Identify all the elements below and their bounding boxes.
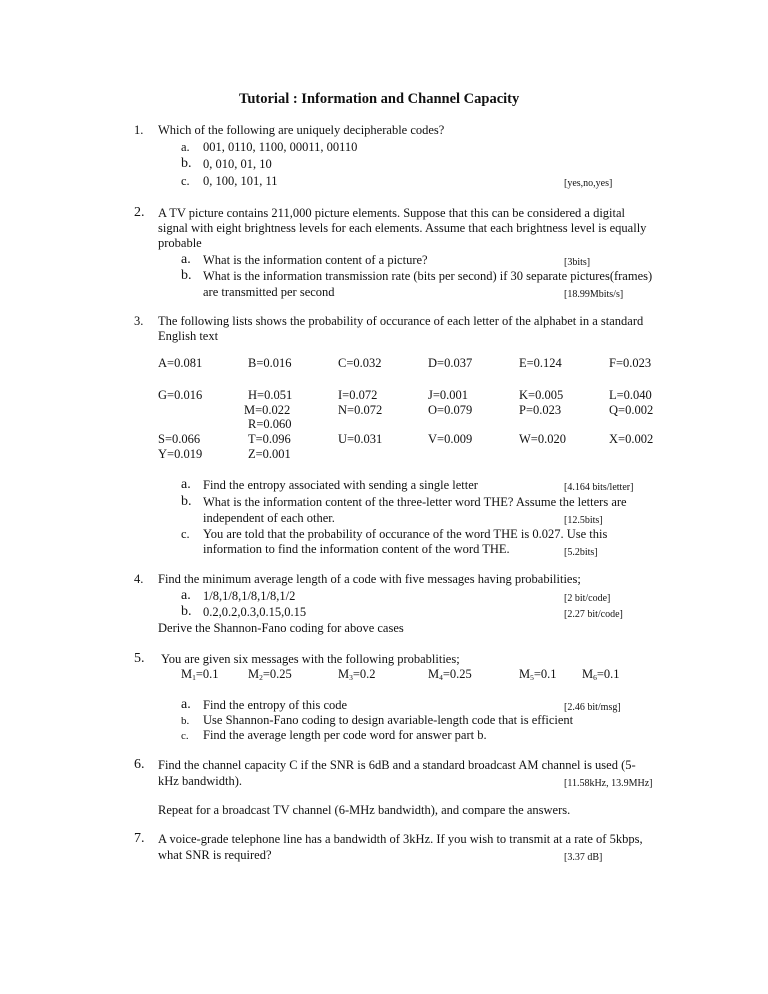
q5-m1: $M_1=0.1$ [181, 667, 219, 682]
q5-text: You are given six messages with the following probablities; [161, 652, 460, 666]
q4-a-answer: [2 bit/code] [564, 593, 611, 604]
q5-c-text: Find the average length per code word for answer part b. [203, 728, 487, 742]
prob-x: X=0.002 [609, 432, 654, 446]
q2-b-answer: [18.99Mbits/s] [564, 289, 624, 300]
q3-c-label: c. [181, 527, 190, 541]
q5-c-label: c. [181, 730, 189, 742]
q3-b-text2: independent of each other. [203, 511, 335, 525]
q6-line2: kHz bandwidth). [158, 774, 243, 788]
q5-b-text: Use Shannon-Fano coding to design avariable-length code that is efficient [203, 713, 574, 727]
q5-m4: $M_4=0.25$ [428, 667, 472, 682]
q3-c-text1: You are told that the probability of occurance of the word THE is 0.027. Use this [203, 527, 608, 541]
prob-g: G=0.016 [158, 388, 203, 402]
q5-number: 5. [134, 651, 145, 666]
prob-r: R=0.060 [248, 417, 292, 431]
q7-number: 7. [134, 831, 145, 846]
prob-s: S=0.066 [158, 432, 201, 446]
q3-a-text: Find the entropy associated with sending a single letter [203, 478, 478, 492]
prob-c: C=0.032 [338, 356, 382, 370]
q3-a-label: a. [181, 477, 191, 492]
q6-repeat: Repeat for a broadcast TV channel (6-MHz bandwidth), and compare the answers. [158, 803, 571, 817]
q2-a-label: a. [181, 252, 191, 267]
prob-q: Q=0.002 [609, 403, 654, 417]
prob-u: U=0.031 [338, 432, 383, 446]
q3-c-text2: information to find the information content of the word THE. [203, 542, 510, 556]
q7-line2: what SNR is required? [158, 848, 272, 862]
q6-line1: Find the channel capacity C if the SNR is 6dB and a standard broadcast AM channel is used (5- [158, 758, 636, 772]
q1-number: 1. [134, 123, 144, 137]
q5-a-label: a. [181, 697, 191, 712]
prob-j: J=0.001 [428, 388, 469, 402]
page-title: Tutorial : Information and Channel Capacity [239, 91, 520, 107]
prob-d: D=0.037 [428, 356, 473, 370]
q6-answer: [11.58kHz, 13.9MHz] [564, 778, 653, 789]
q3-b-label: b. [181, 494, 192, 509]
q1-text: Which of the following are uniquely decipherable codes? [158, 123, 445, 137]
q4-b-text: 0.2,0.2,0.3,0.15,0.15 [203, 605, 307, 619]
q5-m3: $M_3=0.2$ [338, 667, 376, 682]
q7-answer: [3.37 dB] [564, 852, 603, 863]
prob-a: A=0.081 [158, 356, 203, 370]
prob-l: L=0.040 [609, 388, 652, 402]
q2-line1: A TV picture contains 211,000 picture elements. Suppose that this can be considered a digital [158, 206, 626, 220]
prob-m: M=0.022 [244, 403, 291, 417]
q3-c-answer: [5.2bits] [564, 547, 598, 558]
q5-b-label: b. [181, 715, 190, 727]
prob-b: B=0.016 [248, 356, 292, 370]
prob-h: H=0.051 [248, 388, 293, 402]
q1-c-text: 0, 100, 101, 11 [203, 174, 278, 188]
q5-a-text: Find the entropy of this code [203, 698, 348, 712]
q4-derive: Derive the Shannon-Fano coding for above cases [158, 621, 404, 635]
q3-line1: The following lists shows the probability of occurance of each letter of the alphabet in a standard [158, 314, 644, 328]
q3-number: 3. [134, 314, 144, 328]
q4-a-label: a. [181, 588, 191, 603]
prob-v: V=0.009 [428, 432, 473, 446]
q2-b-text1: What is the information transmission rate (bits per second) if 30 separate pictures(frames) [203, 269, 653, 283]
q3-a-answer: [4.164 bits/letter] [564, 482, 634, 493]
q2-line3: probable [158, 236, 202, 250]
q3-b-text1: What is the information content of the three-letter word THE? Assume the letters are [203, 495, 627, 509]
q2-b-label: b. [181, 268, 192, 283]
prob-n: N=0.072 [338, 403, 383, 417]
q2-a-answer: [3bits] [564, 257, 591, 268]
prob-i: I=0.072 [338, 388, 378, 402]
q2-line2: signal with eight brightness levels for each elements. Assume that each brightness level is equally [158, 221, 647, 235]
q5-m2: $M_2=0.25$ [248, 667, 292, 682]
prob-t: T=0.096 [248, 432, 291, 446]
q3-line2: English text [158, 329, 219, 343]
q2-a-text: What is the information content of a picture? [203, 253, 428, 267]
prob-y: Y=0.019 [158, 447, 203, 461]
q1-b-text: 0, 010, 01, 10 [203, 157, 272, 171]
q6-number: 6. [134, 757, 145, 772]
prob-z: Z=0.001 [248, 447, 291, 461]
q3-b-answer: [12.5bits] [564, 515, 603, 526]
prob-e: E=0.124 [519, 356, 562, 370]
q5-m5: $M_5=0.1$ [519, 667, 557, 682]
q1-answer: [yes,no,yes] [564, 178, 613, 189]
q1-c-label: c. [181, 174, 190, 188]
q4-text: Find the minimum average length of a code with five messages having probabilities; [158, 572, 581, 586]
prob-p: P=0.023 [519, 403, 562, 417]
q1-b-label: b. [181, 156, 192, 171]
q1-a-text: 001, 0110, 1100, 00011, 00110 [203, 140, 358, 154]
prob-k: K=0.005 [519, 388, 564, 402]
prob-f: F=0.023 [609, 356, 652, 370]
q2-number: 2. [134, 205, 145, 220]
q4-b-label: b. [181, 604, 192, 619]
q4-b-answer: [2.27 bit/code] [564, 609, 623, 620]
q2-b-text2: are transmitted per second [203, 285, 335, 299]
q5-m6: $M_6=0.1$ [582, 667, 620, 682]
q4-number: 4. [134, 572, 144, 586]
q1-a-label: a. [181, 140, 190, 154]
prob-w: W=0.020 [519, 432, 566, 446]
q5-a-answer: [2.46 bit/msg] [564, 702, 621, 713]
prob-o: O=0.079 [428, 403, 473, 417]
q4-a-text: 1/8,1/8,1/8,1/8,1/2 [203, 589, 296, 603]
q7-line1: A voice-grade telephone line has a bandwidth of 3kHz. If you wish to transmit at a rate of 5kbps, [158, 832, 643, 846]
